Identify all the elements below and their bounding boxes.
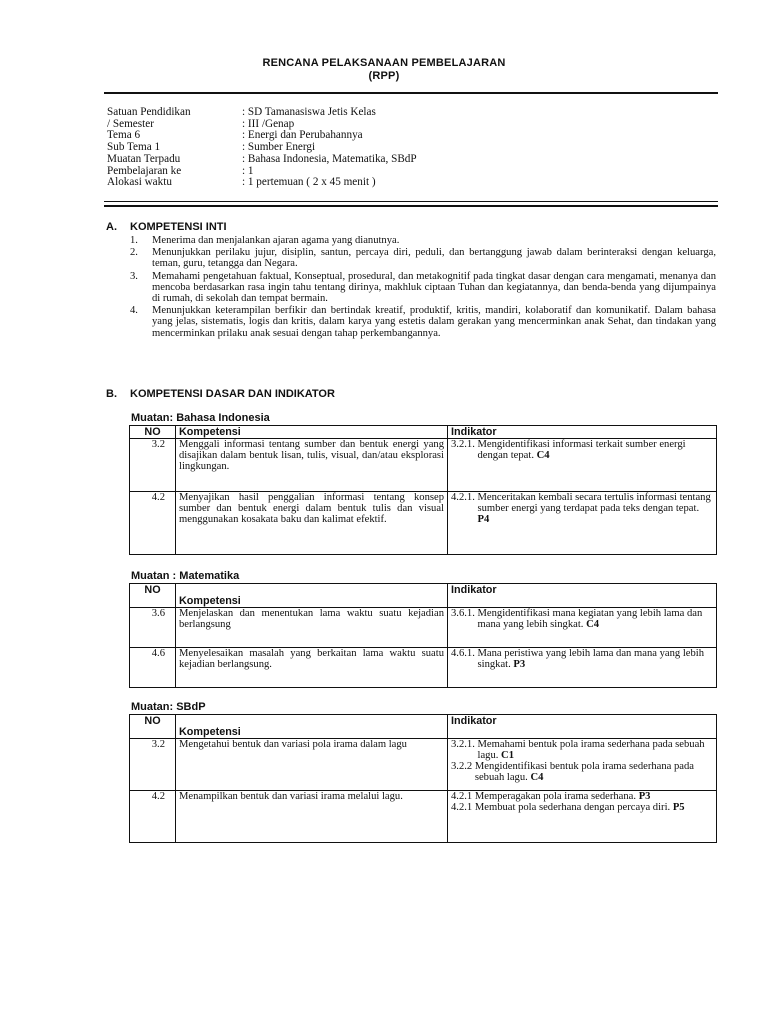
cell-no: 4.6 <box>130 648 176 688</box>
muatan-sbdp-title: Muatan: SBdP <box>131 701 206 713</box>
indikator-text-body: Memperagakan pola irama sederhana. <box>474 791 637 802</box>
identity-divider-top <box>104 201 718 202</box>
indikator-tag: C1 <box>501 750 514 761</box>
table-header-row <box>130 715 717 739</box>
indikator-text <box>478 492 714 525</box>
indikator-tag: C4 <box>536 450 550 461</box>
table-row <box>130 439 717 492</box>
indikator-text-body: Membuat pola sederhana dengan percaya diri. <box>474 802 671 813</box>
indikator-tag: C4 <box>530 772 544 783</box>
cell-no: 4.2 <box>130 791 176 843</box>
muatan-matematika-title: Muatan : Matematika <box>131 570 240 582</box>
table-row <box>130 648 717 688</box>
identity-value: : Sumber Energi <box>242 141 316 154</box>
table-matematika <box>129 583 717 688</box>
identity-value: : SD Tamanasiswa Jetis Kelas <box>242 106 376 118</box>
cell-kompetensi: Menyelesaikan masalah yang berkaitan lama waktu suatu kejadian berlangsung. <box>176 648 448 688</box>
indikator-code: 4.2.1 <box>451 802 473 813</box>
list-item <box>130 271 716 305</box>
cell-indikator <box>448 439 717 492</box>
indikator-code: 4.6.1. <box>451 648 475 659</box>
cell-kompetensi: Menjelaskan dan menentukan lama waktu suatu kejadian berlangsung <box>176 608 448 648</box>
indikator-tag: P3 <box>638 791 651 802</box>
cell-kompetensi: Menampilkan bentuk dan variasi irama melalui lagu. <box>176 791 448 843</box>
identity-row <box>107 177 417 189</box>
identity-block <box>107 107 417 189</box>
table-row <box>130 791 717 843</box>
identity-row <box>107 107 417 119</box>
list-item <box>130 235 716 246</box>
cell-kompetensi: Menyajikan hasil penggalian informasi tentang konsep sumber dan bentuk energi dalam bentuk tulis dan visual menggunakan kosakata baku dan kalimat efektif. <box>176 492 448 555</box>
section-b-title: KOMPETENSI DASAR DAN INDIKATOR <box>130 388 335 400</box>
identity-value: : Energi dan Perubahannya <box>242 129 363 142</box>
identity-value: : Bahasa Indonesia, Matematika, SBdP <box>242 152 417 165</box>
col-header-indikator: Indikator <box>448 426 717 439</box>
col-header-no: NO <box>130 584 176 608</box>
indikator-tag: P4 <box>477 514 490 525</box>
table-header-row <box>130 426 717 439</box>
section-b-heading <box>106 388 335 400</box>
identity-value: : 1 pertemuan ( 2 x 45 menit ) <box>242 176 376 189</box>
indikator-text-body: Mengidentifikasi bentuk pola irama sederhana pada sebuah lagu. <box>474 761 694 783</box>
indikator-item <box>451 802 713 813</box>
cell-kompetensi: Menggali informasi tentang sumber dan bentuk energi yang disajikan dalam bentuk lisan, tulis, visual, dan/atau eksplorasi lingkungan. <box>176 439 448 492</box>
identity-label: / Semester <box>107 117 154 130</box>
col-header-kompetensi: Kompetensi <box>176 426 448 439</box>
indikator-text-body: Memahami bentuk pola irama sederhana pada sebuah lagu. <box>477 739 705 761</box>
indikator-item <box>451 739 713 761</box>
cell-no: 3.2 <box>130 739 176 791</box>
list-number: 2. <box>130 247 138 259</box>
kompetensi-inti-list <box>130 235 716 340</box>
indikator-text <box>475 802 713 813</box>
indikator-code: 4.2.1 <box>451 791 473 802</box>
list-text: Menunjukkan keterampilan berfikir dan bertindak kreatif, produktif, kritis, mandiri, kolaboratif dan komunikatif. Dalam bahasa yang jelas, sistematis, logis dan kritis, dalam karya yang estetis dalam gerakan yang mencerminkan anak Sehat, dan tindakan yang mencerminkan prilaku anak sesuai dengan tahap perkembangannya. <box>152 305 716 339</box>
list-text: Memahami pengetahuan faktual, Konseptual, prosedural, dan metakognitif pada tingkat dasar dengan cara mengamati, menanya dan mencoba berdasarkan rasa ingin tahu tentang dirinya, makhluk ciptaan Tuhan dan kegiatannya, dan benda-benda yang dijumpainya di rumah, di sekolah dan tempat bermain. <box>152 270 716 305</box>
identity-label: Sub Tema 1 <box>107 141 161 154</box>
indikator-text-body: Mana peristiwa yang lebih lama dan mana yang lebih singkat. <box>477 648 705 670</box>
table-row <box>130 608 717 648</box>
identity-value: : 1 <box>242 164 254 177</box>
indikator-item <box>451 492 713 525</box>
list-number: 4. <box>130 305 138 317</box>
indikator-tag: P5 <box>672 802 685 813</box>
cell-no: 3.6 <box>130 608 176 648</box>
table-row <box>130 739 717 791</box>
col-header-no: NO <box>130 715 176 739</box>
document-subtitle: (RPP) <box>368 70 400 82</box>
identity-label: Tema 6 <box>107 129 141 142</box>
table-bahasa <box>129 425 717 555</box>
indikator-item <box>451 439 713 461</box>
identity-row <box>107 154 417 166</box>
indikator-code: 3.2.1. <box>451 439 475 450</box>
indikator-text-body: Mengidentifikasi mana kegiatan yang lebih lama dan mana yang lebih singkat. <box>477 608 703 630</box>
indikator-item <box>451 761 713 783</box>
document-title: RENCANA PELAKSANAAN PEMBELAJARAN <box>262 57 506 69</box>
list-item <box>130 305 716 339</box>
indikator-item <box>451 608 713 630</box>
cell-no: 3.2 <box>130 439 176 492</box>
indikator-text <box>475 791 713 802</box>
indikator-text-body: Mengidentifikasi informasi terkait sumber energi dengan tepat. <box>477 439 686 461</box>
table-sbdp <box>129 714 717 843</box>
indikator-code: 3.2.1. <box>451 739 475 750</box>
identity-label: Satuan Pendidikan <box>107 106 191 118</box>
title-divider <box>104 92 718 94</box>
list-text: Menerima dan menjalankan ajaran agama yang dianutnya. <box>152 235 400 246</box>
indikator-text <box>475 761 713 783</box>
indikator-text-body: Menceritakan kembali secara tertulis informasi tentang sumber energi yang terdapat pada teks dengan tepat. <box>477 492 711 514</box>
indikator-text <box>478 739 714 761</box>
col-header-no: NO <box>130 426 176 439</box>
identity-label: Pembelajaran ke <box>107 164 182 177</box>
section-a-letter: A. <box>106 221 117 233</box>
list-number: 3. <box>130 270 138 282</box>
identity-divider-bottom <box>104 205 718 207</box>
col-header-indikator: Indikator <box>448 715 717 739</box>
col-header-kompetensi: Kompetensi <box>176 584 448 608</box>
indikator-item <box>451 791 713 802</box>
cell-indikator <box>448 648 717 688</box>
indikator-code: 3.6.1. <box>451 608 475 619</box>
cell-no: 4.2 <box>130 492 176 555</box>
section-a-heading <box>106 221 227 233</box>
cell-indikator <box>448 608 717 648</box>
col-header-indikator: Indikator <box>448 584 717 608</box>
table-row <box>130 492 717 555</box>
section-b-letter: B. <box>106 388 117 400</box>
col-header-kompetensi: Kompetensi <box>176 715 448 739</box>
indikator-text <box>478 439 714 461</box>
indikator-tag: C4 <box>586 619 600 630</box>
cell-kompetensi: Mengetahui bentuk dan variasi pola irama dalam lagu <box>176 739 448 791</box>
table-header-row <box>130 584 717 608</box>
cell-indikator <box>448 791 717 843</box>
indikator-code: 4.2.1. <box>451 492 475 503</box>
identity-label: Muatan Terpadu <box>107 152 181 165</box>
muatan-bahasa-title: Muatan: Bahasa Indonesia <box>131 412 270 424</box>
indikator-item <box>451 648 713 670</box>
identity-value: : III /Genap <box>242 117 295 130</box>
indikator-text <box>478 648 714 670</box>
cell-indikator <box>448 739 717 791</box>
list-text: Menunjukkan perilaku jujur, disiplin, santun, percaya diri, peduli, dan bertanggung jawab dalam berinteraksi dengan keluarga, teman, guru, tetangga dan Negara. <box>152 247 716 270</box>
indikator-tag: P3 <box>513 659 526 670</box>
identity-label: Alokasi waktu <box>107 176 172 189</box>
cell-indikator <box>448 492 717 555</box>
section-a-title: KOMPETENSI INTI <box>130 221 227 233</box>
list-number: 1. <box>130 235 138 246</box>
indikator-text <box>478 608 714 630</box>
list-item <box>130 247 716 269</box>
indikator-code: 3.2.2 <box>451 761 473 772</box>
